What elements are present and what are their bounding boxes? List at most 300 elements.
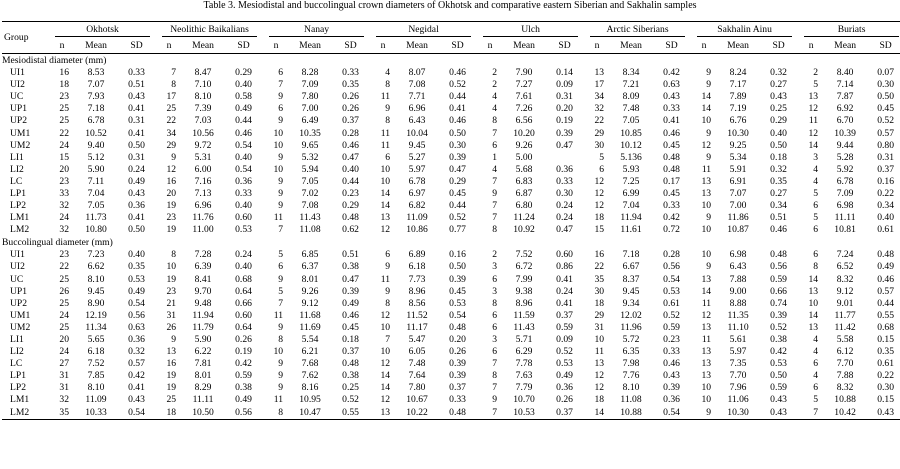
cell-mean: 11.96	[620, 321, 642, 333]
cell-mean: 8.16	[301, 382, 319, 394]
cell-n: 6	[492, 139, 498, 151]
cell-mean: 11.11	[834, 212, 856, 224]
cell-mean: 8.07	[408, 67, 426, 79]
cell-n: 14	[380, 370, 391, 382]
cell-sd: 0.39	[449, 151, 466, 163]
cell-n: 13	[701, 273, 712, 285]
cell-sd: 0.61	[877, 358, 894, 370]
cell-mean: 7.78	[515, 358, 533, 370]
cell-n: 20	[59, 334, 69, 346]
cell-n: 31	[59, 370, 69, 382]
cell-sd: 0.51	[342, 249, 359, 261]
cell-sd: 0.39	[556, 127, 573, 139]
cell-sd: 0.40	[235, 79, 252, 91]
cell-sd: 0.46	[342, 309, 359, 321]
cell-mean: 5.94	[301, 163, 319, 175]
cell-mean: 7.93	[87, 91, 105, 103]
cell-n: 31	[166, 309, 177, 321]
cell-sd: 0.52	[663, 309, 680, 321]
cell-n: 7	[278, 79, 284, 91]
subheader-n: n	[798, 38, 824, 54]
cell-sd: 0.19	[235, 346, 252, 358]
cell-n: 10	[701, 382, 712, 394]
tooth-label: UI1	[10, 67, 25, 79]
cell-sd: 0.30	[877, 382, 894, 394]
tooth-label: LP2	[10, 200, 26, 212]
table-row	[2, 394, 900, 406]
cell-mean: 11.52	[406, 309, 428, 321]
cell-sd: 0.30	[877, 79, 894, 91]
cell-mean: 8.34	[622, 67, 640, 79]
cell-n: 8	[492, 370, 498, 382]
cell-n: 10	[166, 261, 177, 273]
cell-sd: 0.27	[770, 187, 787, 199]
cell-n: 9	[385, 261, 391, 273]
cell-n: 9	[278, 115, 284, 127]
cell-mean: 11.73	[85, 212, 107, 224]
cell-n: 7	[385, 334, 391, 346]
cell-sd: 0.35	[877, 346, 894, 358]
cell-sd: 0.44	[877, 297, 894, 309]
cell-sd: 0.59	[770, 273, 787, 285]
cell-mean: 5.54	[301, 334, 319, 346]
cell-mean: 5.90	[87, 163, 105, 175]
cell-mean: 9.01	[836, 297, 854, 309]
cell-n: 9	[492, 187, 498, 199]
section-title: Mesiodistal diameter (mm)	[2, 55, 107, 66]
cell-sd: 0.50	[770, 139, 787, 151]
cell-n: 23	[166, 285, 177, 297]
cell-sd: 0.46	[663, 127, 680, 139]
sample-header-4	[477, 22, 584, 39]
cell-n: 14	[701, 91, 712, 103]
cell-mean: 5.27	[408, 151, 426, 163]
cell-n: 6	[492, 346, 498, 358]
cell-n: 3	[492, 285, 498, 297]
cell-mean: 10.12	[620, 139, 642, 151]
cell-n: 15	[594, 224, 605, 236]
cell-mean: 11.94	[620, 212, 642, 224]
cell-sd: 0.26	[235, 334, 252, 346]
cell-n: 25	[59, 297, 69, 309]
cell-mean: 10.20	[513, 127, 535, 139]
cell-mean: 9.12	[836, 285, 854, 297]
cell-sd: 0.19	[556, 115, 573, 127]
tooth-label: LP1	[10, 187, 26, 199]
cell-mean: 6.76	[729, 115, 747, 127]
cell-mean: 7.96	[729, 382, 747, 394]
cell-n: 9	[278, 273, 284, 285]
cell-sd: 0.33	[449, 394, 466, 406]
cell-n: 17	[166, 91, 177, 103]
cell-n: 11	[380, 127, 391, 139]
table-row	[2, 67, 900, 79]
cell-sd: 0.48	[449, 321, 466, 333]
cell-mean: 11.43	[513, 321, 535, 333]
cell-n: 5	[813, 187, 819, 199]
cell-mean: 6.18	[87, 346, 105, 358]
cell-n: 14	[380, 382, 391, 394]
cell-n: 23	[59, 249, 69, 261]
cell-n: 3	[492, 261, 498, 273]
cell-n: 9	[385, 103, 391, 115]
cell-n: 9	[278, 175, 284, 187]
cell-sd: 0.46	[877, 273, 894, 285]
table-row	[2, 407, 900, 420]
cell-sd: 0.59	[235, 370, 252, 382]
cell-sd: 0.23	[663, 334, 680, 346]
cell-sd: 0.48	[770, 249, 787, 261]
subheader-mean: Mean	[182, 38, 224, 54]
cell-n: 9	[278, 151, 284, 163]
cell-sd: 0.48	[342, 358, 359, 370]
cell-n: 7	[278, 224, 284, 236]
cell-n: 19	[166, 370, 177, 382]
cell-mean: 6.37	[301, 261, 319, 273]
cell-sd: 0.41	[449, 103, 466, 115]
cell-n: 4	[813, 175, 819, 187]
cell-mean: 7.11	[87, 175, 105, 187]
cell-mean: 7.85	[87, 370, 105, 382]
cell-sd: 0.18	[342, 334, 359, 346]
cell-mean: 5.34	[729, 151, 747, 163]
sample-header-label: Neolithic Baikalians	[162, 23, 257, 37]
cell-sd: 0.40	[235, 151, 252, 163]
cell-n: 22	[594, 115, 605, 127]
cell-sd: 0.45	[342, 321, 359, 333]
cell-n: 9	[492, 394, 498, 406]
cell-mean: 7.10	[194, 79, 212, 91]
cell-sd: 0.41	[128, 382, 145, 394]
cell-sd: 0.09	[556, 334, 573, 346]
cell-n: 11	[808, 115, 819, 127]
cell-sd: 0.41	[128, 127, 145, 139]
cell-n: 18	[594, 212, 605, 224]
cell-n: 20	[166, 187, 177, 199]
cell-mean: 7.07	[729, 187, 747, 199]
cell-sd: 0.49	[128, 285, 145, 297]
cell-n: 34	[166, 127, 177, 139]
cell-mean: 11.68	[299, 309, 321, 321]
cell-n: 13	[701, 358, 712, 370]
cell-n: 24	[59, 346, 69, 358]
data-table	[2, 21, 900, 420]
subheader-mean: Mean	[75, 38, 117, 54]
cell-n: 12	[701, 139, 712, 151]
cell-sd: 0.24	[235, 249, 252, 261]
table-row	[2, 140, 900, 152]
subheader-n: n	[49, 38, 75, 54]
cell-mean: 7.52	[515, 249, 533, 261]
cell-n: 32	[59, 200, 69, 212]
cell-n: 10	[701, 200, 712, 212]
cell-mean: 10.52	[85, 127, 107, 139]
cell-mean: 7.26	[515, 103, 533, 115]
cell-mean: 6.49	[301, 115, 319, 127]
tooth-label: LM1	[10, 212, 30, 224]
cell-n: 32	[59, 394, 69, 406]
cell-sd: 0.44	[449, 91, 466, 103]
cell-mean: 7.48	[408, 358, 426, 370]
cell-mean: 11.34	[85, 321, 107, 333]
cell-mean: 7.71	[408, 91, 426, 103]
section-title: Buccolingual diameter (mm)	[2, 237, 113, 249]
cell-n: 5	[278, 285, 284, 297]
cell-sd: 0.47	[342, 273, 359, 285]
cell-sd: 0.57	[128, 358, 145, 370]
cell-mean: 7.24	[836, 249, 854, 261]
cell-n: 21	[166, 297, 177, 309]
cell-n: 10	[808, 297, 819, 309]
cell-n: 26	[166, 321, 177, 333]
cell-n: 6	[813, 200, 819, 212]
cell-mean: 6.43	[408, 115, 426, 127]
tooth-label: LM1	[10, 394, 30, 406]
cell-mean: 8.41	[194, 273, 212, 285]
cell-mean: 6.05	[408, 346, 426, 358]
cell-sd: 0.39	[770, 309, 787, 321]
cell-mean: 11.35	[727, 309, 749, 321]
cell-n: 9	[278, 187, 284, 199]
cell-sd: 0.51	[770, 212, 787, 224]
cell-n: 8	[813, 261, 819, 273]
cell-sd: 0.48	[663, 163, 680, 175]
cell-mean: 7.18	[622, 249, 640, 261]
cell-mean: 10.56	[192, 127, 214, 139]
cell-mean: 5.00	[515, 151, 533, 163]
cell-n: 12	[166, 163, 177, 175]
cell-mean: 6.98	[836, 200, 854, 212]
cell-sd: 0.22	[877, 187, 894, 199]
cell-sd: 0.33	[556, 175, 573, 187]
cell-n: 9	[171, 151, 177, 163]
cell-mean: 6.96	[194, 200, 212, 212]
cell-n: 19	[166, 224, 177, 236]
cell-mean: 6.85	[301, 249, 319, 261]
cell-mean: 7.00	[729, 200, 747, 212]
cell-sd: 0.40	[877, 212, 894, 224]
cell-sd: 0.54	[449, 309, 466, 321]
cell-mean: 8.24	[729, 67, 747, 79]
tooth-label: UI2	[10, 261, 25, 273]
tooth-label: LM2	[2, 407, 49, 420]
cell-n: 2	[492, 249, 498, 261]
cell-n: 6	[813, 358, 819, 370]
cell-n: 13	[808, 285, 819, 297]
cell-sd: 0.43	[759, 407, 798, 420]
cell-mean: 11.08	[299, 224, 321, 236]
cell-sd: 0.72	[663, 224, 680, 236]
cell-sd: 0.47	[556, 224, 573, 236]
cell-n: 14	[380, 187, 391, 199]
cell-n: 23	[166, 212, 177, 224]
cell-n: 11	[701, 163, 712, 175]
cell-sd: 0.36	[235, 175, 252, 187]
cell-mean: 6.18	[408, 261, 426, 273]
tooth-label: UI1	[10, 249, 25, 261]
cell-sd: 0.43	[770, 91, 787, 103]
cell-mean: 11.42	[834, 321, 856, 333]
cell-sd: 0.86	[556, 261, 573, 273]
cell-mean: 9.45	[622, 285, 640, 297]
cell-sd: 0.36	[556, 382, 573, 394]
cell-mean: 7.23	[87, 249, 105, 261]
table-row	[2, 164, 900, 176]
tooth-label: UC	[10, 273, 24, 285]
cell-n: 4	[813, 334, 819, 346]
cell-n: 6	[385, 151, 391, 163]
cell-n: 11	[701, 334, 712, 346]
cell-sd: 0.54	[235, 139, 252, 151]
cell-n: 13	[594, 67, 605, 79]
cell-mean: 5.92	[836, 163, 854, 175]
tooth-label: LM2	[10, 224, 30, 236]
cell-mean: 9.65	[301, 139, 319, 151]
cell-n: 14	[808, 273, 819, 285]
cell-n: 10	[380, 321, 391, 333]
cell-n: 6	[813, 249, 819, 261]
cell-n: 14	[808, 139, 819, 151]
cell-n: 29	[594, 309, 605, 321]
cell-mean: 7.09	[301, 79, 319, 91]
cell-mean: 6.56	[515, 115, 533, 127]
cell-sd: 0.41	[128, 212, 145, 224]
cell-mean: 6.39	[194, 261, 212, 273]
cell-mean: 6.35	[622, 346, 640, 358]
cell-sd: 0.33	[342, 67, 359, 79]
cell-sd: 0.40	[342, 163, 359, 175]
cell-sd: 0.52	[342, 394, 359, 406]
cell-n: 9	[706, 151, 712, 163]
cell-n: 12	[594, 187, 605, 199]
cell-sd: 0.52	[449, 212, 466, 224]
cell-sd: 0.53	[663, 285, 680, 297]
cell-n: 10	[701, 249, 712, 261]
cell-mean: 7.88	[836, 370, 854, 382]
cell-mean: 9.72	[194, 139, 212, 151]
cell-n: 10	[380, 163, 391, 175]
cell-n: 7	[492, 212, 498, 224]
cell-sd: 0.35	[342, 79, 359, 91]
cell-mean: 7.13	[194, 187, 212, 199]
cell-mean: 11.79	[192, 321, 214, 333]
cell-n: 25	[166, 394, 177, 406]
cell-mean: 7.39	[194, 103, 212, 115]
cell-n: 11	[380, 139, 391, 151]
cell-sd: 0.36	[556, 163, 573, 175]
cell-sd: 0.50	[449, 127, 466, 139]
cell-mean: 5.31	[194, 151, 212, 163]
cell-mean: 7.27	[515, 79, 533, 91]
cell-n: 9	[706, 212, 712, 224]
cell-sd: 0.54	[663, 273, 680, 285]
cell-mean: 7.68	[301, 358, 319, 370]
cell-sd: 0.40	[128, 249, 145, 261]
cell-mean: 8.96	[408, 285, 426, 297]
cell-mean: 7.14	[836, 79, 854, 91]
sample-header-label: Ulch	[483, 23, 578, 37]
cell-sd: 0.60	[556, 249, 573, 261]
table-row	[2, 334, 900, 346]
cell-sd: 0.53	[235, 224, 252, 236]
cell-sd: 0.46	[235, 127, 252, 139]
cell-mean: 10.70	[513, 394, 535, 406]
cell-sd: 0.62	[342, 224, 359, 236]
cell-sd: 0.26	[556, 394, 573, 406]
cell-mean: 6.52	[836, 261, 854, 273]
cell-n: 12	[594, 200, 605, 212]
cell-n: 7	[492, 127, 498, 139]
sample-header-3	[370, 22, 477, 39]
cell-sd: 0.30	[556, 187, 573, 199]
cell-n: 5	[599, 151, 605, 163]
cell-n: 8	[385, 115, 391, 127]
subheader-sd: SD	[759, 38, 798, 54]
subheader-sd: SD	[545, 38, 584, 54]
cell-sd: 0.50	[877, 91, 894, 103]
tooth-label: LI1	[10, 151, 24, 163]
cell-sd: 0.28	[342, 127, 359, 139]
cell-sd: 0.31	[128, 115, 145, 127]
cell-sd: 0.41	[556, 273, 573, 285]
cell-n: 19	[166, 273, 177, 285]
cell-n: 18	[594, 394, 605, 406]
cell-n: 18	[594, 297, 605, 309]
cell-mean: 7.35	[729, 358, 747, 370]
cell-n: 25	[166, 103, 177, 115]
cell-mean: 10.22	[396, 407, 438, 420]
cell-sd: 0.26	[342, 103, 359, 115]
cell-mean: 10.30	[717, 407, 759, 420]
cell-sd: 0.48	[342, 212, 359, 224]
table-row	[2, 346, 900, 358]
cell-n: 9	[278, 91, 284, 103]
cell-mean: 10.39	[834, 127, 856, 139]
cell-sd: 0.29	[770, 115, 787, 127]
cell-mean: 6.83	[515, 175, 533, 187]
cell-sd: 0.57	[877, 127, 894, 139]
cell-mean: 6.00	[194, 163, 212, 175]
cell-sd: 0.45	[663, 187, 680, 199]
cell-sd: 0.44	[342, 175, 359, 187]
cell-sd: 0.45	[449, 187, 466, 199]
cell-sd: 0.80	[877, 139, 894, 151]
tooth-label: UM1	[10, 309, 31, 321]
cell-n: 4	[385, 67, 391, 79]
cell-n: 6	[813, 224, 819, 236]
cell-mean: 9.45	[408, 139, 426, 151]
cell-sd: 0.16	[877, 175, 894, 187]
cell-sd: 0.43	[866, 407, 900, 420]
cell-mean: 5.65	[87, 334, 105, 346]
tooth-label: LI2	[10, 346, 24, 358]
cell-mean: 7.98	[622, 358, 640, 370]
cell-mean: 10.87	[727, 224, 749, 236]
cell-n: 6	[492, 309, 498, 321]
cell-mean: 7.90	[515, 67, 533, 79]
table-row	[2, 103, 900, 115]
cell-sd: 0.60	[235, 309, 252, 321]
cell-mean: 5.68	[515, 163, 533, 175]
cell-sd: 0.36	[663, 394, 680, 406]
cell-mean: 7.76	[622, 370, 640, 382]
cell-n: 15	[59, 151, 69, 163]
cell-sd: 0.38	[342, 370, 359, 382]
cell-n: 16	[166, 358, 177, 370]
cell-n: 26	[59, 285, 69, 297]
cell-mean: 9.00	[729, 285, 747, 297]
cell-n: 13	[701, 346, 712, 358]
